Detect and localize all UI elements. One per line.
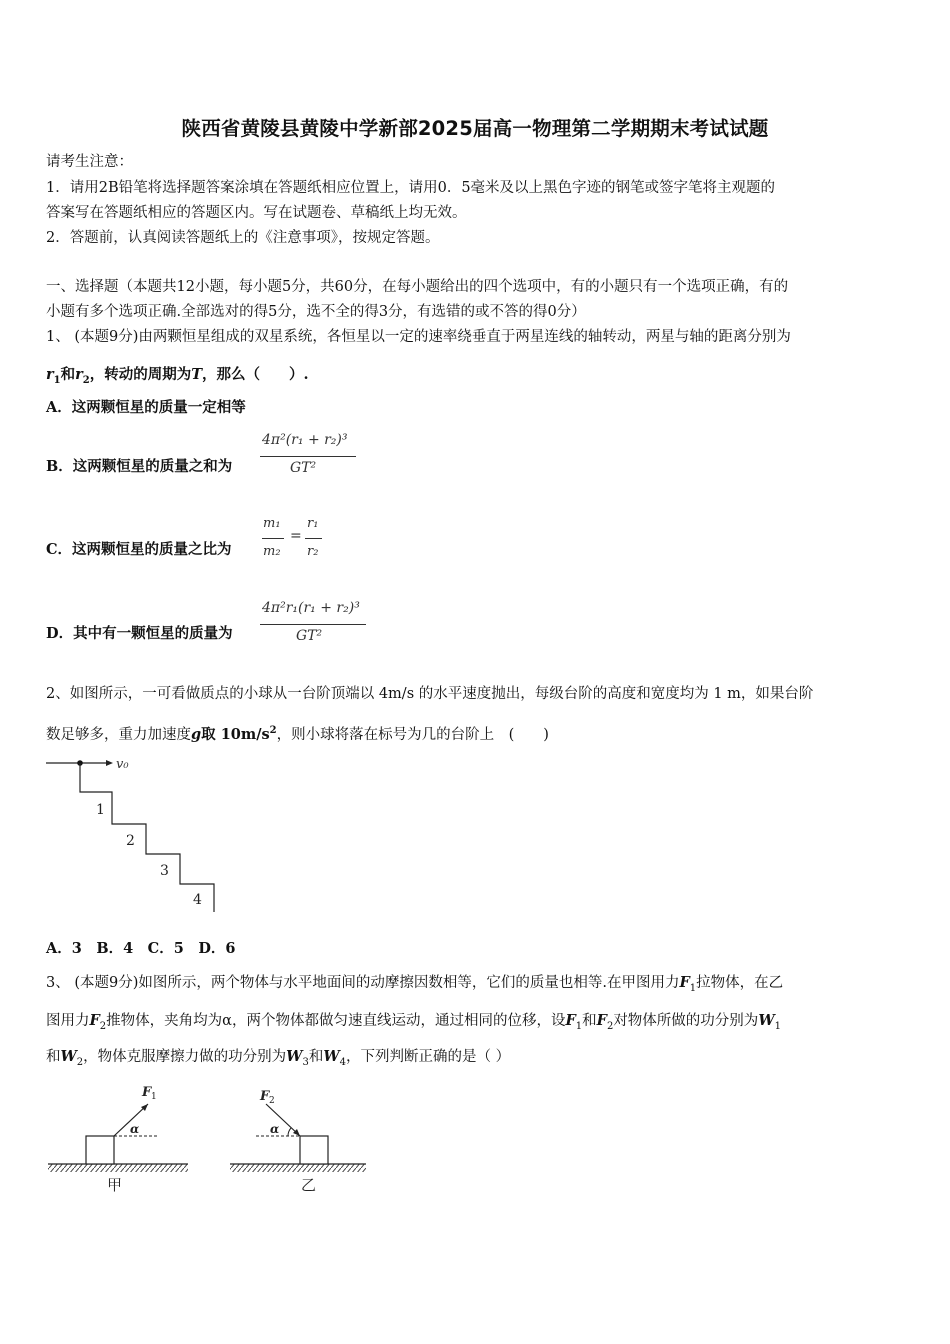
q3-figure-right <box>226 1078 371 1196</box>
q2-question-text: ，则小球将落在标号为几的台阶上 ( ) <box>276 726 549 743</box>
q1-and-text: 和 <box>60 366 76 383</box>
q3-right-ground-hatch <box>230 1164 366 1172</box>
notice-heading: 请考生注意： <box>46 154 133 170</box>
q1-then-text: ，那么（ ）. <box>202 366 309 383</box>
q3-F2-subscript: 2 <box>99 1020 107 1032</box>
q2-staircase-diagram <box>44 752 234 917</box>
q3-F1-symbol: F <box>679 974 690 991</box>
q1-stem-line-2 <box>46 365 309 391</box>
q1-option-d-fraction-bar <box>260 624 366 625</box>
q1-r-symbol: r <box>46 366 54 383</box>
q1-option-b: B．这两颗恒星的质量之和为 <box>46 458 233 475</box>
q2-step-label-3: 3 <box>160 863 169 879</box>
q1-stem-line-1: 1、 (本题9分)由两颗恒星组成的双星系统，各恒星以一定的速率绕垂直于两星连线的轴转动，两星与轴的距离分别为 <box>46 329 791 345</box>
q1-option-b-denominator: GT² <box>290 460 317 476</box>
q2-g-symbol: g <box>191 725 202 743</box>
q1-option-c-bar-left <box>262 538 284 539</box>
q3-stem-line-1 <box>46 973 783 999</box>
q1-option-d-denominator: GT² <box>296 628 323 644</box>
q3-F2-subscript-2: 2 <box>606 1020 614 1032</box>
q1-r2-subscript: 2 <box>82 374 90 386</box>
q2-options: A．3 B．4 C．5 D．6 <box>46 940 236 957</box>
q3-F2-symbol-2: F <box>596 1012 607 1029</box>
q3-right-F-label: F <box>260 1089 270 1104</box>
q3-right-alpha-label: α <box>270 1122 280 1136</box>
q3-left-alpha-label: α <box>130 1122 140 1136</box>
section-heading-line-1: 一、选择题（本题共12小题，每小题5分，共60分，在每小题给出的四个选项中，有的小题只有一个选项正确，有的 <box>46 279 789 295</box>
q3-figure-left <box>44 1078 194 1196</box>
q3-right-caption: 乙 <box>301 1176 317 1194</box>
q2-g-unit-exponent: 2 <box>269 725 277 736</box>
q1-option-c: C．这两颗恒星的质量之比为 <box>46 541 232 558</box>
q3-F1-subscript: 1 <box>689 982 697 994</box>
q3-stem-line-2 <box>46 1011 781 1037</box>
q2-g-value: 取 10m/s <box>201 725 270 743</box>
notice-item-2: 2．答题前，认真阅读答题纸上的《注意事项》，按规定答题。 <box>46 230 440 246</box>
q2-stem-line-1: 2、如图所示，一可看做质点的小球从一台阶顶端以 4m/s 的水平速度抛出，每级台阶的高度和宽度均为 1 m，如果台阶 <box>46 686 814 702</box>
q3-stem-text-7: ，下列判断正确的是（ ） <box>346 1049 511 1065</box>
q3-left-ground-hatch <box>48 1164 188 1172</box>
q3-right-angle-arc <box>288 1128 291 1136</box>
q3-and-text-2: 和 <box>46 1049 61 1065</box>
q3-W4-symbol: W <box>323 1048 340 1065</box>
q3-W1-symbol: W <box>758 1012 775 1029</box>
q1-option-c-r2: r₂ <box>307 544 319 559</box>
q3-left-F-label: F <box>142 1085 152 1100</box>
q3-stem-text-2: 拉物体，在乙 <box>696 975 784 991</box>
q3-left-F-subscript: 1 <box>151 1092 157 1102</box>
q1-option-c-equals: = <box>290 528 302 544</box>
q3-and-text: 和 <box>582 1013 597 1029</box>
q1-option-c-bar-right <box>305 538 322 539</box>
notice-item-1: 1．请用2B铅笔将选择题答案涂填在答题纸相应位置上，请用0．5毫米及以上黑色字迹的钢笔或签字笔将主观题的 <box>46 180 776 196</box>
q3-F1-symbol-2: F <box>565 1012 576 1029</box>
q3-right-block <box>300 1136 328 1164</box>
q2-stairs-outline <box>80 763 214 912</box>
section-heading-line-2: 小题有多个选项正确.全部选对的得5分，选不全的得3分，有选错的或不答的得0分） <box>46 304 586 320</box>
q3-W2-subscript: 2 <box>76 1056 84 1068</box>
page-title: 陕西省黄陵县黄陵中学新部2025届高一物理第二学期期末考试试题 <box>181 117 769 140</box>
q1-option-d-numerator: 4π²r₁(r₁ + r₂)³ <box>262 600 360 616</box>
q2-step-label-1: 1 <box>96 802 105 818</box>
q1-r2-symbol: r <box>75 366 83 383</box>
q3-stem-text-5: 对物体所做的功分别为 <box>613 1013 759 1029</box>
notice-item-1-cont: 答案写在答题纸相应的答题区内。写在试题卷、草稿纸上均无效。 <box>46 205 467 221</box>
q1-option-c-m1: m₁ <box>263 516 281 531</box>
q3-W2-symbol: W <box>60 1048 77 1065</box>
q2-stem-line-2 <box>46 721 549 745</box>
q3-stem-text-4: 推物体，夹角均为α，两个物体都做匀速直线运动，通过相同的位移，设 <box>106 1013 566 1029</box>
q3-W3-symbol: W <box>286 1048 303 1065</box>
q3-stem-text-6: ，物体克服摩擦力做的功分别为 <box>83 1049 287 1065</box>
q1-option-b-numerator: 4π²(r₁ + r₂)³ <box>262 432 348 448</box>
q3-F2-symbol: F <box>89 1012 100 1029</box>
q1-r1-subscript: 1 <box>53 374 61 386</box>
q2-step-label-2: 2 <box>126 833 135 849</box>
q3-W1-subscript: 1 <box>774 1020 781 1032</box>
q3-left-block <box>86 1136 114 1164</box>
q1-period-text: ，转动的周期为 <box>89 366 192 383</box>
q2-velocity-arrowhead <box>106 760 113 766</box>
q3-W3-subscript: 3 <box>302 1056 309 1068</box>
q3-F1-subscript-2: 1 <box>575 1020 583 1032</box>
q3-stem-text-1: 3、 (本题9分)如图所示，两个物体与水平地面间的动摩擦因数相等，它们的质量也相等.在甲图用力 <box>46 975 680 991</box>
q1-T-symbol: T <box>191 366 203 383</box>
q3-stem-text-3: 图用力 <box>46 1013 90 1029</box>
q1-option-b-fraction-bar <box>260 456 356 457</box>
q1-option-d: D．其中有一颗恒星的质量为 <box>46 625 233 642</box>
q1-option-c-m2: m₂ <box>263 544 281 559</box>
q1-option-a: A．这两颗恒星的质量一定相等 <box>46 399 246 416</box>
q3-left-caption: 甲 <box>107 1176 123 1194</box>
q2-v0-label: v₀ <box>116 757 129 772</box>
q2-step-label-4: 4 <box>193 892 202 908</box>
q2-gravity-text: 数足够多，重力加速度 <box>46 726 191 743</box>
q3-W4-subscript: 4 <box>339 1056 347 1068</box>
q3-stem-line-3 <box>46 1047 510 1073</box>
q3-and-text-3: 和 <box>308 1049 324 1065</box>
q3-right-F-subscript: 2 <box>269 1096 275 1106</box>
q1-option-c-r1: r₁ <box>307 516 319 531</box>
